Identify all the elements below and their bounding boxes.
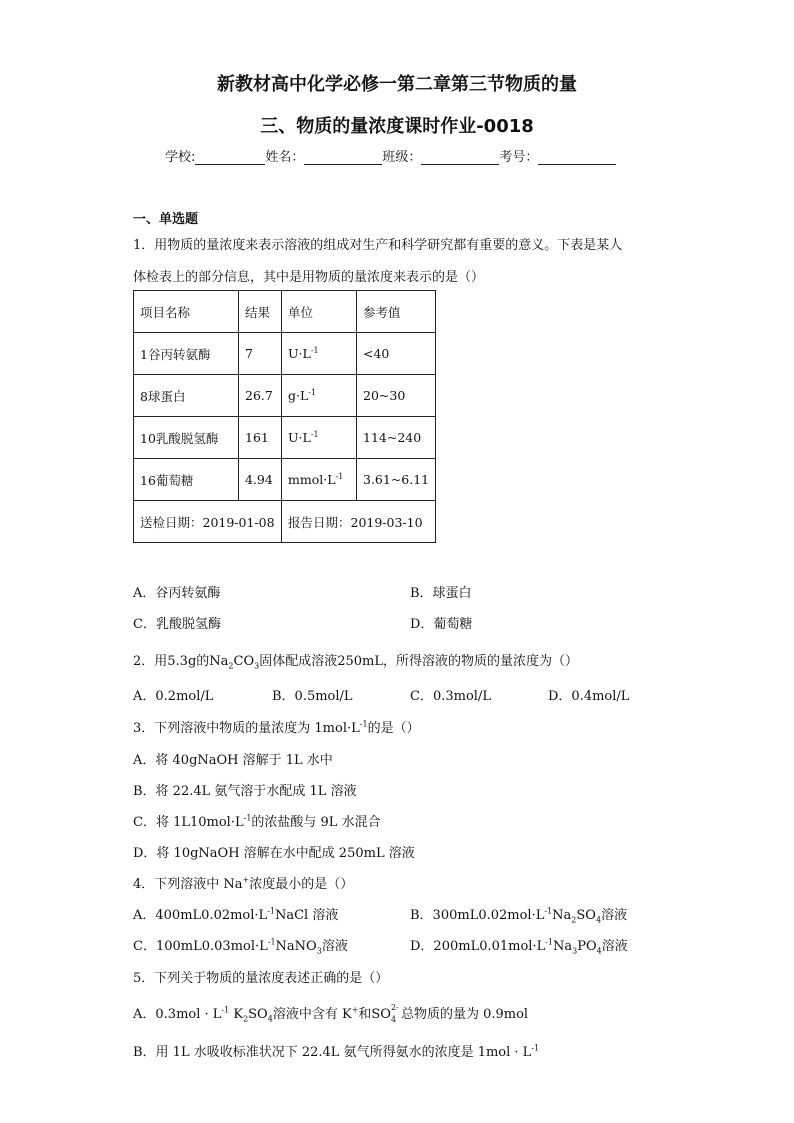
table-cell: 4.94 [239, 459, 282, 501]
q3-option-b[interactable]: B．将 22.4L 氨气溶于水配成 1L 溶液 [133, 784, 357, 799]
option-text: C．100mL0.03mol·L [133, 939, 268, 954]
q4-option-c[interactable] [133, 935, 348, 954]
name-label: 姓名： [265, 150, 305, 165]
school-label: 学校: [165, 150, 196, 165]
q2-stem [133, 650, 578, 669]
q2-stem-text: 固体配成溶液250mL，所得溶液的物质的量浓度为（） [259, 654, 578, 669]
table-footer-row [134, 501, 436, 543]
q3-option-a[interactable]: A．将 40gNaOH 溶解于 1L 水中 [133, 753, 333, 768]
exponent: -1 [545, 937, 554, 947]
formula-subscript: 2 [243, 1014, 249, 1024]
table-cell: 20~30 [357, 375, 436, 417]
exponent: -1 [243, 813, 252, 823]
formula-part: CO [233, 654, 255, 669]
section-heading: 一、单选题 [133, 212, 199, 227]
formula-part: Na [552, 908, 572, 923]
number-blank[interactable] [538, 150, 616, 165]
exponent: -1 [221, 1005, 230, 1015]
option-text: NaCl 溶液 [274, 908, 339, 923]
q4-stem [133, 873, 353, 892]
table-cell: 16葡萄糖 [134, 459, 239, 501]
option-text: 的浓盐酸与 9L 水混合 [251, 815, 381, 830]
q4-stem-text: 浓度最小的是（） [249, 877, 354, 892]
formula-part: SO [248, 1007, 268, 1022]
table-cell: <40 [357, 333, 436, 375]
q2-option-c[interactable]: C．0.3mol/L [410, 689, 491, 704]
table-header-row [134, 291, 436, 333]
table-cell [282, 333, 357, 375]
q1-option-d[interactable]: D．葡萄糖 [410, 617, 473, 632]
q3-stem-text: 3．下列溶液中物质的量浓度为 1mol·L [133, 721, 360, 736]
formula-subscript: 2 [228, 661, 234, 671]
school-blank[interactable] [195, 150, 265, 165]
option-text: 溶液 [601, 908, 628, 923]
formula-subscript: 3 [316, 946, 322, 956]
option-text: 溶液中含有 K [272, 1007, 352, 1022]
formula-subscript: 2 [571, 915, 577, 925]
formula-part: PO [577, 939, 597, 954]
table-header-cell: 参考值 [357, 291, 436, 333]
option-text: B．300mL0.02mol·L [410, 908, 545, 923]
table-cell: 26.7 [239, 375, 282, 417]
q1-stem-line1: 1．用物质的量浓度来表示溶液的组成对生产和科学研究都有重要的意义。下表是某人 [133, 238, 623, 253]
q2-option-b[interactable]: B．0.5mol/L [272, 689, 353, 704]
table-row [134, 333, 436, 375]
unit-exponent: -1 [310, 345, 319, 355]
report-date-cell: 报告日期：2019-03-10 [282, 501, 436, 543]
option-text: 溶液 [321, 939, 348, 954]
formula-part: SO [576, 908, 596, 923]
table-cell [282, 459, 357, 501]
formula-subscript: 3 [572, 946, 578, 956]
lab-report-table [133, 290, 436, 543]
table-row [134, 459, 436, 501]
table-header-cell: 项目名称 [134, 291, 239, 333]
q1-option-a[interactable]: A．谷丙转氨酶 [133, 586, 221, 601]
q5-option-a[interactable] [133, 1003, 528, 1022]
formula-subscript: 4 [596, 946, 602, 956]
ion-charge: + [351, 1005, 359, 1015]
send-date-cell: 送检日期：2019-01-08 [134, 501, 282, 543]
formula-part: NaNO [275, 939, 317, 954]
page-title: 新教材高中化学必修一第二章第三节物质的量 [217, 74, 577, 95]
formula-subscript: 4 [267, 1014, 273, 1024]
table-row [134, 417, 436, 459]
table-cell [282, 375, 357, 417]
option-text: A．400mL0.02mol·L [133, 908, 268, 923]
q1-stem-line2: 体检表上的部分信息，其中是用物质的量浓度来表示的是（） [133, 270, 485, 285]
formula-subscript: 3 [254, 661, 260, 671]
table-header-cell: 单位 [282, 291, 357, 333]
ion-charge: 2- [390, 1002, 399, 1012]
q4-option-b[interactable] [410, 904, 627, 923]
unit-text: mmol·L [288, 472, 336, 487]
option-text: D．200mL0.01mol·L [410, 939, 546, 954]
q2-option-a[interactable]: A．0.2mol/L [133, 689, 214, 704]
q4-option-a[interactable] [133, 904, 338, 923]
q2-option-d[interactable]: D．0.4mol/L [548, 689, 630, 704]
option-text: 和SO [358, 1007, 391, 1022]
unit-exponent: -1 [335, 471, 344, 481]
unit-text: U·L [288, 430, 311, 445]
table-row [134, 375, 436, 417]
table-header-cell: 结果 [239, 291, 282, 333]
q1-option-b[interactable]: B．球蛋白 [410, 586, 472, 601]
formula-na2co3 [209, 654, 259, 669]
table-cell: 10乳酸脱氢酶 [134, 417, 239, 459]
exponent: -1 [544, 906, 553, 916]
unit-exponent: -1 [310, 429, 319, 439]
table-cell [282, 417, 357, 459]
class-blank[interactable] [421, 150, 499, 165]
table-cell: 8球蛋白 [134, 375, 239, 417]
table-cell: 114~240 [357, 417, 436, 459]
exponent: -1 [359, 719, 368, 729]
unit-text: U·L [288, 346, 311, 361]
class-label: 班级： [382, 150, 422, 165]
option-text: 总物质的量为 0.9mol [400, 1007, 529, 1022]
q5-option-b[interactable] [133, 1041, 539, 1060]
page-subtitle: 三、物质的量浓度课时作业-0018 [260, 116, 534, 137]
number-label: 考号： [499, 150, 539, 165]
formula-part: K [229, 1007, 244, 1022]
student-info-line [165, 146, 616, 165]
table-cell: 7 [239, 333, 282, 375]
q3-option-c[interactable] [133, 811, 381, 830]
q4-option-d[interactable] [410, 935, 628, 954]
unit-text: g·L [288, 388, 309, 403]
q5-stem: 5．下列关于物质的量浓度表述正确的是（） [133, 971, 389, 986]
formula-subscript: 4 [390, 1014, 397, 1024]
exponent: -1 [267, 937, 276, 947]
q3-stem [133, 717, 420, 736]
exponent: + [242, 875, 250, 885]
q3-stem-text: 的是（） [367, 721, 420, 736]
formula-part: Na [209, 654, 229, 669]
unit-exponent: -1 [308, 387, 317, 397]
name-blank[interactable] [304, 150, 382, 165]
sulfate-ion-marks [390, 1002, 401, 1024]
exponent: -1 [267, 906, 275, 916]
formula-part: Na [553, 939, 573, 954]
q3-option-d[interactable]: D．将 10gNaOH 溶解在水中配成 250mL 溶液 [133, 846, 415, 861]
formula-subscript: 4 [595, 915, 602, 925]
table-cell: 3.61~6.11 [357, 459, 436, 501]
q1-option-c[interactable]: C．乳酸脱氢酶 [133, 617, 221, 632]
option-text: B．用 1L 水吸收标准状况下 22.4L 氨气所得氨水的浓度是 1mol · L [133, 1045, 532, 1060]
option-text: A．0.3mol · L [133, 1007, 222, 1022]
q2-stem-text: 2．用5.3g的 [133, 654, 210, 669]
option-text: 溶液 [601, 939, 628, 954]
exponent: -1 [531, 1043, 540, 1053]
table-cell: 161 [239, 417, 282, 459]
q4-stem-text: 4．下列溶液中 Na [133, 877, 243, 892]
table-cell: 1谷丙转氨酶 [134, 333, 239, 375]
option-text: C．将 1L10mol·L [133, 815, 244, 830]
